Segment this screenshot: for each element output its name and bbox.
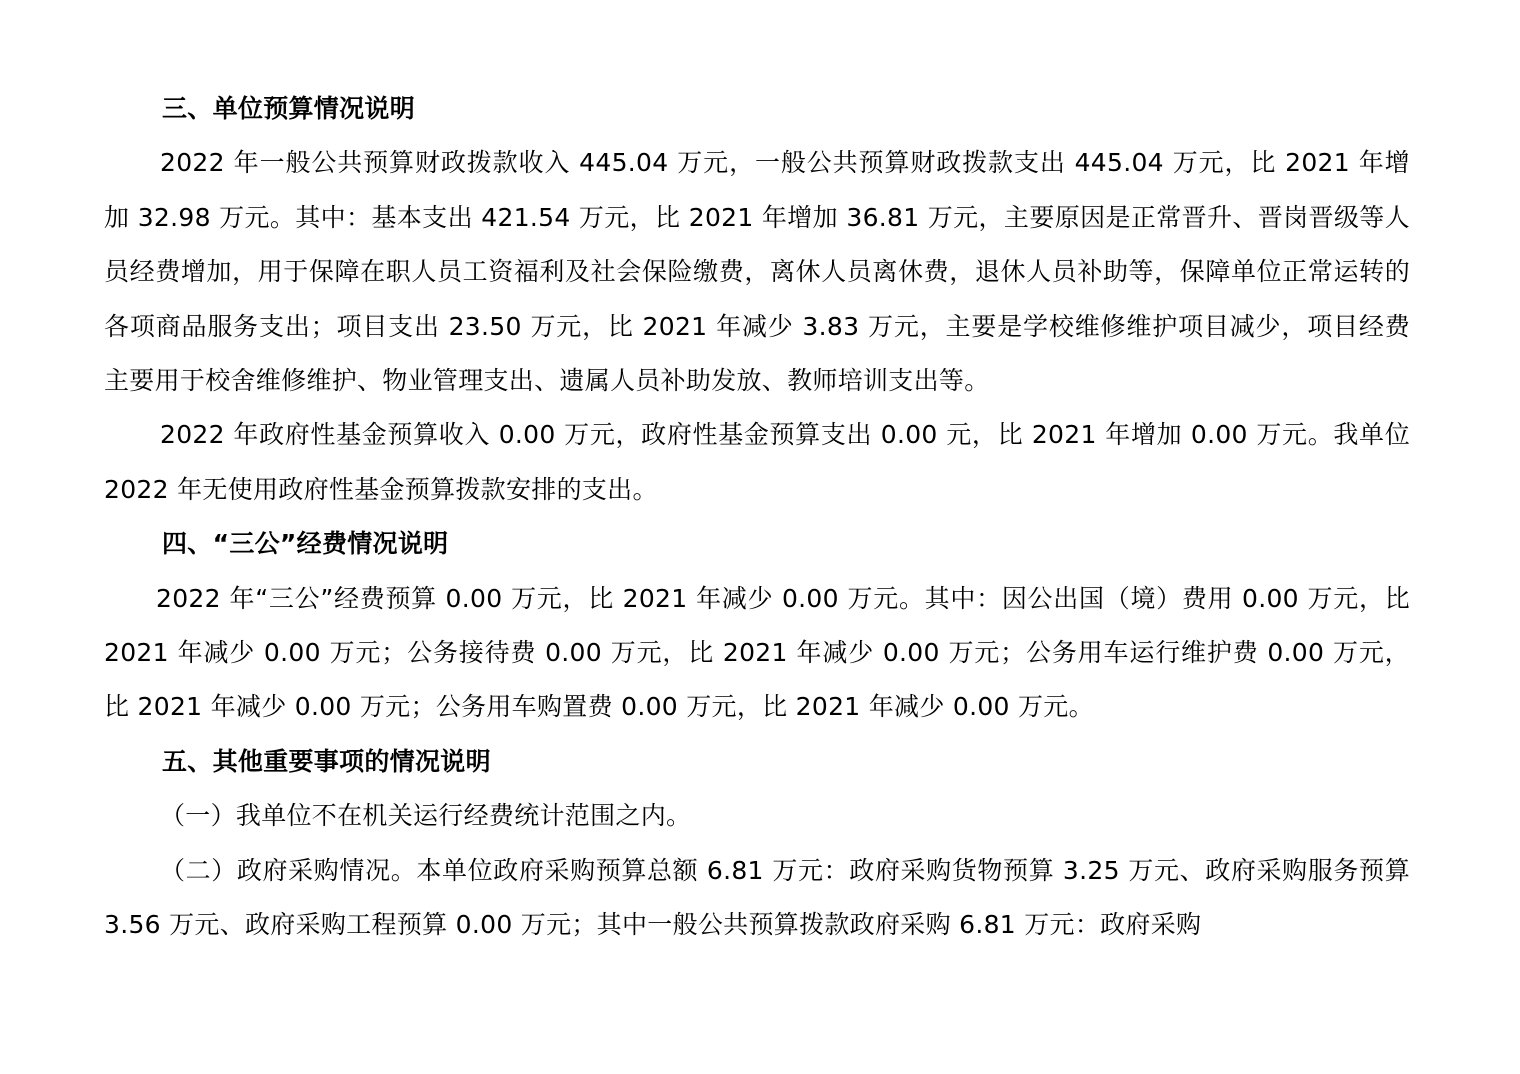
section-heading-unit-budget: 三、单位预算情况说明 [162, 94, 416, 123]
paragraph-general-budget: 2022 年一般公共预算财政拨款收入 445.04 万元，一般公共预算财政拨款支出 445.04 万元，比 2021 年增加 32.98 万元。其中：基本支出 421.54 万元，比 2021 年增加 36.81 万元，主要原因是正常晋升、晋岗晋级等人员经费增加，用于保障在职人员工资福利及社会保险缴费，离休人员离休费，退休人员补助等，保障单位正常运转的各项商品服务支出；项目支出 23.50 万元，比 2021 年减少 3.83 万元，主要是学校维修维护项目减少，项目经费主要用于校舍维修维护、物业管理支出、遗属人员补助发放、教师培训支出等。 [104, 148, 1410, 396]
paragraph-government-procurement: （二）政府采购情况。本单位政府采购预算总额 6.81 万元：政府采购货物预算 3.25 万元、政府采购服务预算 3.56 万元、政府采购工程预算 0.00 万元；其中一般公共预算拨款政府采购 6.81 万元：政府采购 [104, 855, 1410, 940]
paragraph-three-public-expenses: 2022 年“三公”经费预算 0.00 万元，比 2021 年减少 0.00 万元。其中：因公出国（境）费用 0.00 万元，比 2021 年减少 0.00 万元；公务接待费 0.00 万元，比 2021 年减少 0.00 万元；公务用车运行维护费 0.00 万元，比 2021 年减少 0.00 万元；公务用车购置费 0.00 万元，比 2021 年减少 0.00 万元。 [104, 583, 1410, 722]
document-body [104, 82, 1410, 953]
section-heading-other-matters: 五、其他重要事项的情况说明 [162, 746, 491, 776]
section-heading-three-public: 四、“三公”经费情况说明 [162, 529, 449, 559]
paragraph-government-fund: 2022 年政府性基金预算收入 0.00 万元，政府性基金预算支出 0.00 元，比 2021 年增加 0.00 万元。我单位 2022 年无使用政府性基金预算拨款安排的支出。 [104, 420, 1410, 504]
paragraph-operating-expenses: （一）我单位不在机关运行经费统计范围之内。 [160, 801, 692, 831]
